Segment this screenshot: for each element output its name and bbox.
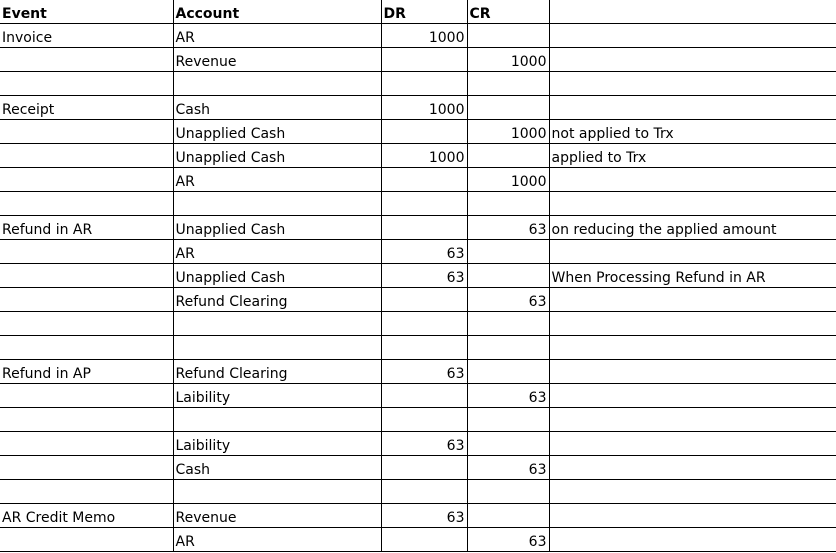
table-row (0, 384, 836, 408)
cell-dr[interactable] (381, 72, 467, 96)
table-row (0, 192, 836, 216)
cell-cr[interactable]: 1000 (467, 48, 549, 72)
cell-event[interactable] (0, 312, 173, 336)
header-cr[interactable]: CR (467, 0, 549, 24)
cell-cr[interactable] (467, 96, 549, 120)
cell-account[interactable]: Revenue (173, 504, 381, 528)
cell-cr[interactable] (467, 432, 549, 456)
cell-account[interactable]: AR (173, 24, 381, 48)
cell-event[interactable] (0, 288, 173, 312)
cell-dr[interactable]: 63 (381, 240, 467, 264)
cell-note[interactable] (549, 360, 836, 384)
cell-dr[interactable] (381, 192, 467, 216)
cell-dr[interactable] (381, 456, 467, 480)
table-row (0, 48, 836, 72)
cell-dr[interactable] (381, 288, 467, 312)
cell-dr[interactable] (381, 528, 467, 552)
cell-dr[interactable] (381, 168, 467, 192)
cell-account[interactable]: Revenue (173, 48, 381, 72)
cell-cr[interactable]: 1000 (467, 168, 549, 192)
cell-event[interactable] (0, 456, 173, 480)
cell-account[interactable]: AR (173, 528, 381, 552)
cell-cr[interactable] (467, 480, 549, 504)
table-row (0, 216, 836, 240)
cell-account[interactable]: Unapplied Cash (173, 144, 381, 168)
cell-event[interactable] (0, 72, 173, 96)
cell-event[interactable]: Refund in AR (0, 216, 173, 240)
cell-cr[interactable] (467, 312, 549, 336)
cell-note[interactable] (549, 456, 836, 480)
cell-note[interactable] (549, 96, 836, 120)
cell-note[interactable] (549, 48, 836, 72)
cell-account[interactable]: Unapplied Cash (173, 216, 381, 240)
cell-note[interactable] (549, 24, 836, 48)
cell-dr[interactable] (381, 480, 467, 504)
cell-dr[interactable]: 63 (381, 360, 467, 384)
header-dr[interactable]: DR (381, 0, 467, 24)
cell-note[interactable] (549, 408, 836, 432)
table-row (0, 168, 836, 192)
cell-dr[interactable]: 1000 (381, 24, 467, 48)
table-row (0, 480, 836, 504)
cell-event[interactable] (0, 336, 173, 360)
cell-dr[interactable] (381, 48, 467, 72)
cell-note[interactable] (549, 240, 836, 264)
cell-account[interactable]: Refund Clearing (173, 360, 381, 384)
cell-event[interactable]: Refund in AP (0, 360, 173, 384)
cell-dr[interactable] (381, 336, 467, 360)
cell-event[interactable] (0, 192, 173, 216)
cell-account[interactable]: Laibility (173, 384, 381, 408)
cell-account[interactable]: Unapplied Cash (173, 264, 381, 288)
table-row (0, 264, 836, 288)
cell-note[interactable] (549, 480, 836, 504)
cell-event[interactable] (0, 528, 173, 552)
cell-dr[interactable]: 63 (381, 504, 467, 528)
cell-account[interactable]: Cash (173, 456, 381, 480)
table-row (0, 360, 836, 384)
table-row (0, 240, 836, 264)
cell-cr[interactable] (467, 360, 549, 384)
cell-account[interactable] (173, 336, 381, 360)
cell-note[interactable]: applied to Trx (549, 144, 836, 168)
table-row (0, 72, 836, 96)
cell-event[interactable] (0, 480, 173, 504)
cell-account[interactable] (173, 192, 381, 216)
cell-cr[interactable] (467, 264, 549, 288)
cell-dr[interactable]: 1000 (381, 96, 467, 120)
cell-account[interactable] (173, 72, 381, 96)
table-row (0, 528, 836, 552)
cell-cr[interactable]: 63 (467, 288, 549, 312)
cell-cr[interactable] (467, 24, 549, 48)
cell-cr[interactable] (467, 72, 549, 96)
cell-cr[interactable] (467, 504, 549, 528)
header-account[interactable]: Account (173, 0, 381, 24)
table-row (0, 504, 836, 528)
cell-account[interactable]: Cash (173, 96, 381, 120)
cell-note[interactable] (549, 312, 836, 336)
cell-event[interactable] (0, 384, 173, 408)
table-row (0, 432, 836, 456)
cell-account[interactable]: AR (173, 240, 381, 264)
cell-note[interactable] (549, 192, 836, 216)
cell-dr[interactable] (381, 120, 467, 144)
header-note[interactable] (549, 0, 836, 24)
cell-note[interactable] (549, 528, 836, 552)
cell-account[interactable] (173, 408, 381, 432)
cell-cr[interactable] (467, 336, 549, 360)
cell-event[interactable] (0, 240, 173, 264)
cell-account[interactable]: Refund Clearing (173, 288, 381, 312)
cell-cr[interactable] (467, 240, 549, 264)
cell-note[interactable]: not applied to Trx (549, 120, 836, 144)
table-body (0, 24, 836, 552)
cell-account[interactable]: Laibility (173, 432, 381, 456)
cell-event[interactable]: Receipt (0, 96, 173, 120)
table-row (0, 336, 836, 360)
cell-cr[interactable]: 1000 (467, 120, 549, 144)
table-row (0, 120, 836, 144)
cell-event[interactable] (0, 120, 173, 144)
cell-note[interactable] (549, 336, 836, 360)
header-event[interactable]: Event (0, 0, 173, 24)
cell-account[interactable] (173, 480, 381, 504)
cell-account[interactable]: Unapplied Cash (173, 120, 381, 144)
table-row (0, 408, 836, 432)
cell-note[interactable]: on reducing the applied amount (549, 216, 836, 240)
cell-note[interactable] (549, 504, 836, 528)
cell-cr[interactable] (467, 408, 549, 432)
cell-event[interactable] (0, 408, 173, 432)
cell-dr[interactable]: 63 (381, 432, 467, 456)
cell-cr[interactable] (467, 192, 549, 216)
cell-note[interactable]: When Processing Refund in AR (549, 264, 836, 288)
cell-event[interactable] (0, 168, 173, 192)
cell-dr[interactable] (381, 312, 467, 336)
table-row (0, 288, 836, 312)
cell-dr[interactable] (381, 384, 467, 408)
cell-event[interactable]: AR Credit Memo (0, 504, 173, 528)
cell-event[interactable]: Invoice (0, 24, 173, 48)
cell-account[interactable]: AR (173, 168, 381, 192)
table-row (0, 24, 836, 48)
cell-note[interactable] (549, 384, 836, 408)
cell-dr[interactable]: 63 (381, 264, 467, 288)
cell-note[interactable] (549, 72, 836, 96)
cell-account[interactable] (173, 312, 381, 336)
cell-cr[interactable] (467, 144, 549, 168)
cell-note[interactable] (549, 288, 836, 312)
cell-cr[interactable]: 63 (467, 384, 549, 408)
cell-event[interactable] (0, 264, 173, 288)
cell-event[interactable] (0, 432, 173, 456)
cell-note[interactable] (549, 168, 836, 192)
cell-note[interactable] (549, 432, 836, 456)
header-row (0, 0, 836, 24)
cell-cr[interactable]: 63 (467, 456, 549, 480)
table-row (0, 144, 836, 168)
cell-event[interactable] (0, 48, 173, 72)
cell-cr[interactable]: 63 (467, 528, 549, 552)
cell-event[interactable] (0, 144, 173, 168)
table-row (0, 312, 836, 336)
table-row (0, 96, 836, 120)
cell-dr[interactable] (381, 216, 467, 240)
cell-cr[interactable]: 63 (467, 216, 549, 240)
cell-dr[interactable]: 1000 (381, 144, 467, 168)
table-row (0, 456, 836, 480)
cell-dr[interactable] (381, 408, 467, 432)
